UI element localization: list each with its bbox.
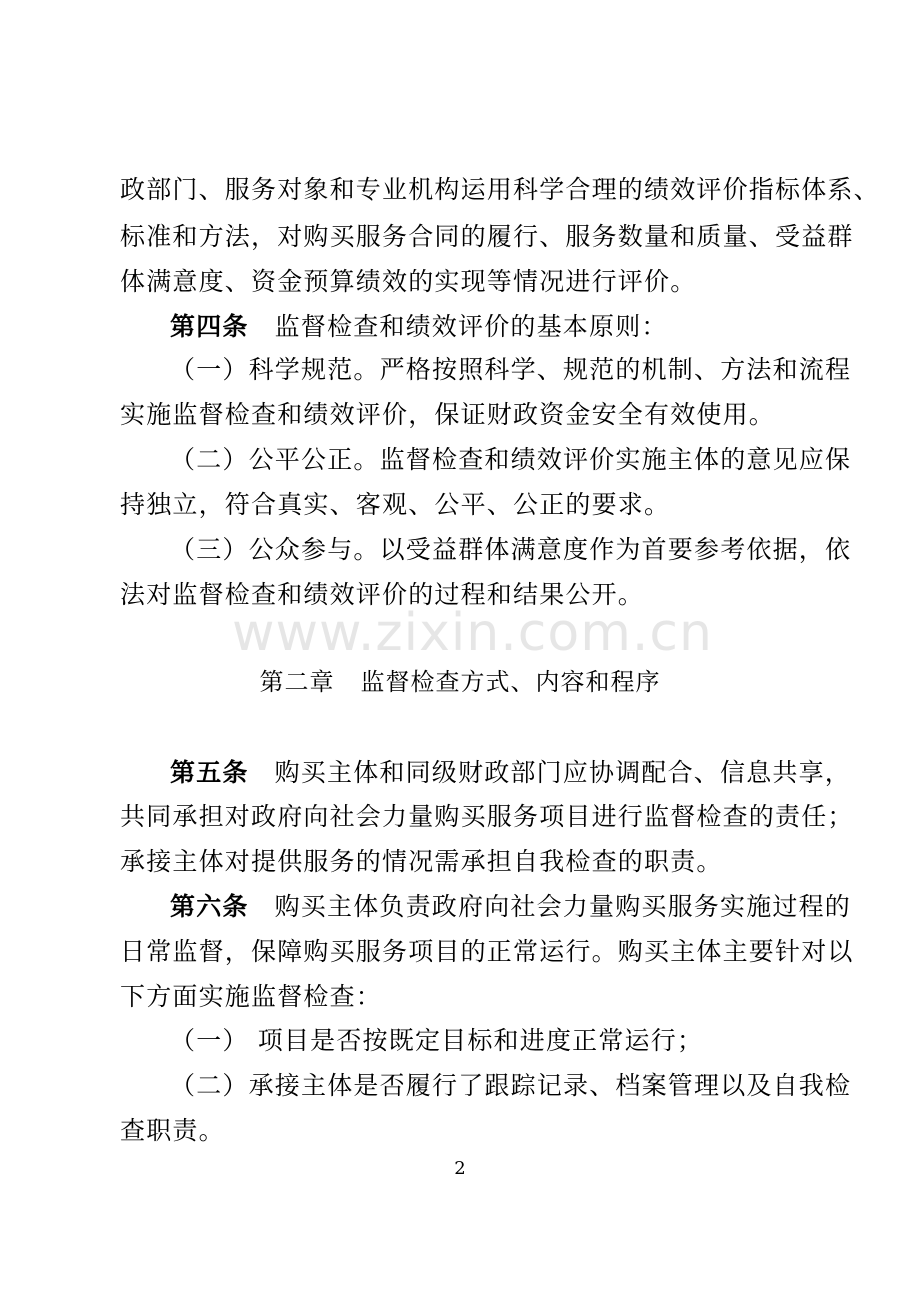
text-line: 标准和方法，对购买服务合同的履行、服务数量和质量、受益群	[120, 222, 854, 251]
watermark: www.zixin.com.cn	[232, 603, 713, 663]
article-title: 第五条	[170, 758, 249, 787]
text-line: 共同承担对政府向社会力量购买服务项目进行监督检查的责任；	[120, 802, 854, 831]
text-line: 政部门、服务对象和专业机构运用科学合理的绩效评价指标体系、	[120, 175, 880, 204]
text-line: 法对监督检查和绩效评价的过程和结果公开。	[120, 580, 645, 609]
chapter-title: 监督检查方式、内容和程序	[360, 668, 661, 696]
text-line: 日常监督，保障购买服务项目的正常运行。购买主体主要针对以	[120, 937, 854, 966]
article-5	[170, 758, 852, 788]
text-line: 实施监督检查和绩效评价，保证财政资金安全有效使用。	[120, 400, 776, 429]
article-text: 监督检查和绩效评价的基本原则：	[274, 312, 668, 341]
text-line: 下方面实施监督检查：	[120, 982, 383, 1011]
text-line: （一）科学规范。严格按照科学、规范的机制、方法和流程	[170, 355, 852, 384]
text-line: （二）承接主体是否履行了跟踪记录、档案管理以及自我检	[170, 1071, 852, 1100]
text-line: 承接主体对提供服务的情况需承担自我检查的职责。	[120, 847, 723, 876]
chapter-heading	[0, 667, 920, 697]
text-line: （二）公平公正。监督检查和绩效评价实施主体的意见应保	[170, 445, 852, 474]
article-title: 第六条	[170, 892, 249, 921]
text-line: 持独立，符合真实、客观、公平、公正的要求。	[120, 490, 671, 519]
article-4	[170, 312, 810, 342]
chapter-number: 第二章	[259, 668, 335, 696]
text-line: 查职责。	[120, 1116, 225, 1145]
text-line: （三）公众参与。以受益群体满意度作为首要参考依据，依	[170, 535, 852, 564]
text-line: （一） 项目是否按既定目标和进度正常运行；	[170, 1026, 704, 1055]
article-title: 第四条	[170, 312, 249, 341]
article-6	[170, 892, 852, 922]
article-text: 购买主体和同级财政部门应协调配合、信息共享，	[274, 758, 852, 787]
text-line: 体满意度、资金预算绩效的实现等情况进行评价。	[120, 267, 697, 296]
page-number: 2	[454, 1158, 466, 1179]
article-text: 购买主体负责政府向社会力量购买服务实施过程的	[274, 892, 852, 921]
